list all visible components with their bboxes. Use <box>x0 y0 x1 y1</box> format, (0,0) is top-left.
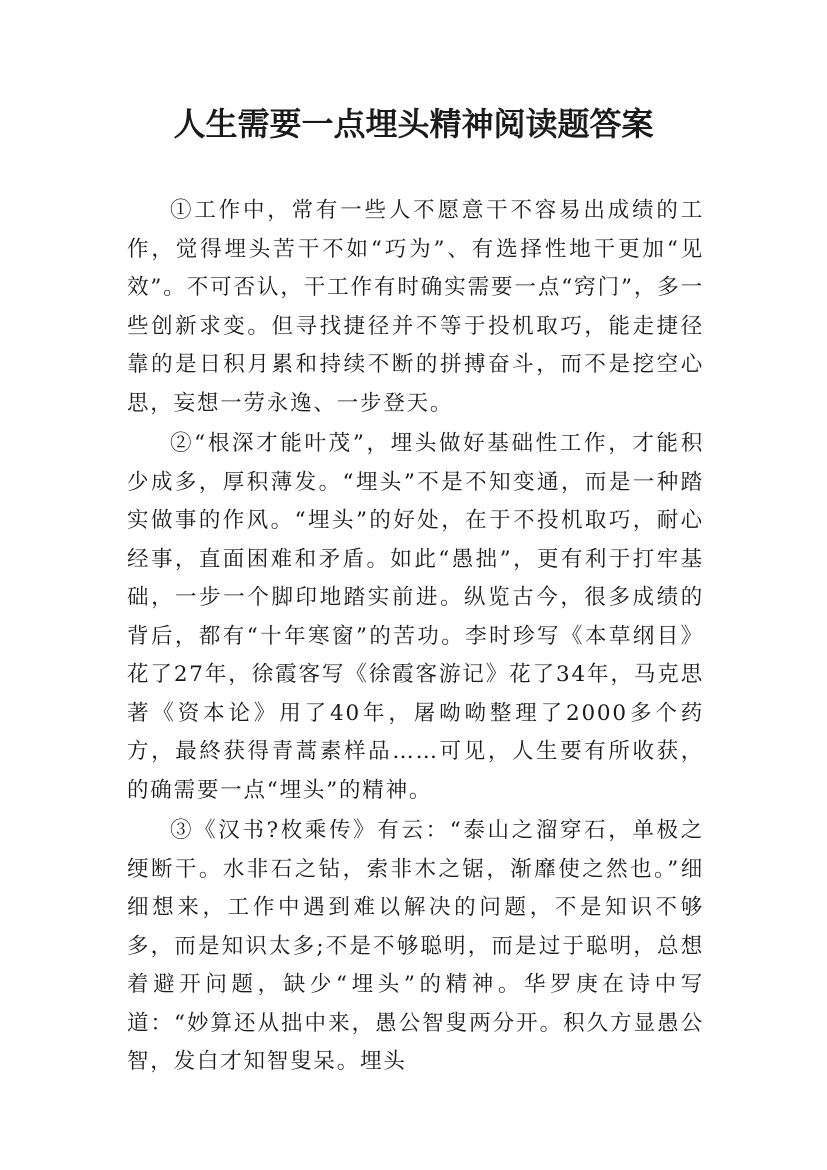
paragraph-3: ③《汉书?枚乘传》有云：“泰山之溜穿石，单极之绠断干。水非石之钻，索非木之锯，渐靡使之然也。”细细想来，工作中遇到难以解决的问题，不是知识不够多，而是知识太多;不是不够聪明，而是过于聪明，总想着避开问题，缺少“埋头”的精神。华罗庚在诗中写道：“妙算还从拙中来，愚公智叟两分开。积久方显愚公智，发白才知智叟呆。埋头 <box>127 818 704 1074</box>
paragraph-1: ①工作中，常有一些人不愿意干不容易出成绩的工作，觉得埋头苦干不如“巧为”、有选择性地干更加“见效”。不可否认，干工作有时确实需要一点“窍门”，多一些创新求变。但寻找捷径并不等于投机取巧，能走捷径靠的是日积月累和持续不断的拼搏奋斗，而不是挖空心思，妄想一劳永逸、一步登天。 <box>127 198 704 416</box>
document-body <box>127 192 704 1082</box>
document-title: 人生需要一点埋头精神阅读题答案 <box>173 105 654 143</box>
paragraph-2: ②“根深才能叶茂”，埋头做好基础性工作，才能积少成多，厚积薄发。“埋头”不是不知变通，而是一种踏实做事的作风。“埋头”的好处，在于不投机取巧，耐心经事，直面困难和矛盾。如此“愚拙”，更有利于打牢基础，一步一个脚印地踏实前进。纵览古今，很多成绩的背后，都有“十年寒窗”的苦功。李时珍写《本草纲目》花了27年，徐霞客写《徐霞客游记》花了34年，马克思著《资本论》用了40年，屠呦呦整理了2000多个药方，最終获得青蒿素样品……可见，人生要有所收获，的确需要一点“埋头”的精神。 <box>127 431 704 803</box>
